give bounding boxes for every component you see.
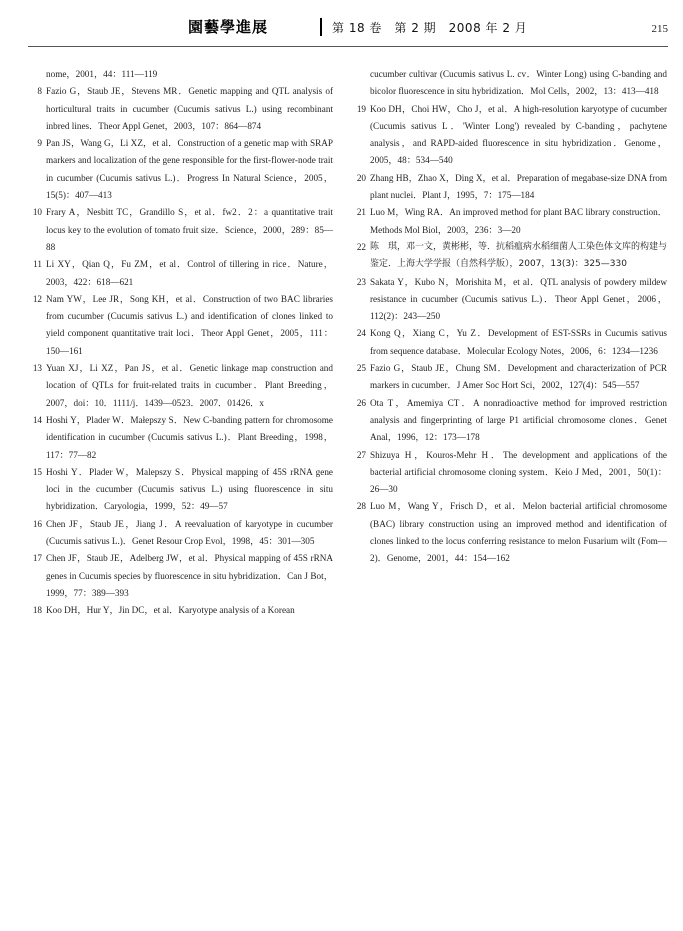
reference-text: 陈 琪，邓一文，黄彬彬，等．抗稻瘟病水稻细菌人工染色体文库的构建与鉴定．上海大学学报（自然科学版），2007，13(3)：325—330 — [370, 241, 668, 270]
reference-number: 9 — [37, 138, 42, 149]
reference-item — [28, 360, 333, 412]
reference-number: 14 — [32, 414, 42, 425]
reference-number: 24 — [356, 328, 366, 339]
reference-text: Fazio G，Staub JE，Stevens MR．Genetic mapping and QTL analysis of horticultural traits in cucumber (Cucumis sativus L.) using recombinant inbred lines．Theor Appl Genet，2003，107：864—874 — [46, 86, 333, 131]
reference-text: Li XY，Qian Q，Fu ZM，et al．Control of tillering in rice．Nature，2003，422：618—621 — [46, 259, 333, 287]
reference-text: Ota T，Amemiya CT．A nonradioactive method for improved restriction analysis and fingerprinting of large P1 artificial chromosome clones．Genet Anal，1996，12：173—178 — [370, 397, 667, 443]
reference-text: Chen JF，Staub JE，Jiang J．A reevaluation of karyotype in cucumber (Cucumis sativus L.)．Genet Resour Crop Evol，1998，45：301—305 — [46, 518, 333, 547]
reference-item — [28, 83, 333, 135]
reference-number: 10 — [32, 207, 42, 218]
reference-item — [28, 550, 333, 602]
reference-text: Chen JF，Staub JE，Adelberg JW，et al．Physical mapping of 45S rRNA genes in Cucumis species by fluorescence in situ hybridization．Can J Bot，1999，77：389—393 — [46, 553, 333, 598]
reference-text: Luo M，Wing RA．An improved method for plant BAC library construction．Methods Mol Biol，2003，236：3—20 — [370, 207, 667, 235]
reference-item — [28, 602, 333, 619]
reference-text: Zhang HB，Zhao X，Ding X，et al．Preparation of megabase-size DNA from plant nuclei．Plant J，1995，7：175—184 — [370, 172, 667, 201]
reference-number: 17 — [32, 553, 42, 564]
reference-text: Pan JS，Wang G，Li XZ，et al．Construction of a genetic map with SRAP markers and localization of the gene responsible for the first-flower-node trait in cucumber (Cucumis sativus L.)．Progress In Natural Science，2005，15(5)：407—413 — [46, 138, 333, 201]
reference-text: Shizuya H，Kouros-Mehr H．The development and applications of the bacterial artificial chromosome cloning system．Keio J Med，2001，50(1)：26—30 — [370, 449, 667, 495]
reference-text: Koo DH，Choi HW，Cho J，et al．A high-resolution karyotype of cucumber (Cucumis sativus L．'Winter Long') revealed by C-banding，pachytene analysis，and RAPD-aided fluorescence in situ hybridization．Genome，2005，48：534—540 — [370, 103, 667, 166]
reference-item — [352, 325, 667, 360]
reference-text: Sakata Y，Kubo N，Morishita M，et al．QTL analysis of powdery mildew resistance in cucumber (Cucumis sativus L.)．Theor Appl Genet，2006，112(2)：243—250 — [370, 276, 667, 322]
reference-item — [28, 412, 333, 464]
reference-text: Hoshi Y．Plader W，Malepszy S．Physical mapping of 45S rRNA gene loci in the cucumber (Cucumis sativus L.) using fluorescence in situ hybridization．Caryologia，1999，52：49—57 — [46, 466, 333, 512]
reference-number: 23 — [356, 276, 366, 287]
reference-item — [352, 447, 667, 499]
reference-number: 19 — [356, 103, 366, 114]
reference-number: 16 — [32, 518, 42, 529]
reference-number: 22 — [356, 241, 366, 252]
reference-item — [352, 274, 667, 326]
reference-item — [28, 516, 333, 551]
reference-text: Kong Q，Xiang C，Yu Z．Development of EST-SSRs in Cucumis sativus from sequence database．Molecular Ecology Notes，2006，6：1234—1236 — [370, 328, 667, 356]
reference-item — [352, 395, 667, 447]
reference-text: Koo DH，Hur Y，Jin DC，et al．Karyotype analysis of a Korean — [46, 605, 295, 616]
reference-continuation: cucumber cultivar (Cucumis sativus L. cv．Winter Long) using C-banding and bicolor fluorescence in situ hybridization．Mol Cells，2002，13：413—418 — [370, 69, 667, 97]
reference-number: 28 — [356, 501, 366, 512]
reference-text: Luo M，Wang Y，Frisch D，et al．Melon bacterial artificial chromosome (BAC) library construction using an improved method and identification of clones linked to the locus conferring resistance to melon Fusarium wilt (Fom—2)．Genome，2001，44：154—162 — [370, 501, 667, 564]
reference-number: 20 — [356, 172, 366, 183]
reference-number: 21 — [356, 207, 366, 218]
reference-item — [352, 239, 667, 274]
reference-item — [352, 498, 667, 567]
header-rule — [28, 46, 668, 47]
reference-number: 25 — [356, 363, 366, 374]
reference-number: 15 — [32, 466, 42, 477]
reference-column-right — [352, 66, 667, 568]
reference-item — [28, 135, 333, 204]
reference-column-left — [28, 66, 333, 620]
journal-logo: 園藝學進展 — [188, 18, 269, 36]
reference-item — [352, 204, 667, 239]
reference-item — [352, 170, 667, 205]
reference-number: 12 — [32, 293, 42, 304]
reference-number: 18 — [32, 605, 42, 616]
reference-number: 27 — [356, 449, 366, 460]
header-divider — [320, 18, 322, 36]
reference-number: 13 — [32, 363, 42, 374]
reference-item — [352, 360, 667, 395]
reference-text: Fazio G，Staub JE，Chung SM．Development and characterization of PCR markers in cucumber．J Amer Soc Hort Sci，2002，127(4)：545—557 — [370, 363, 667, 391]
reference-number: 11 — [33, 259, 42, 270]
issue-info: 第 18 卷 第 2 期 2008 年 2 月 — [332, 21, 528, 35]
reference-number: 8 — [37, 86, 42, 97]
reference-item — [352, 101, 667, 170]
reference-item — [28, 464, 333, 516]
reference-number: 26 — [356, 397, 366, 408]
running-header — [28, 14, 668, 42]
reference-text: Yuan XJ，Li XZ，Pan JS，et al．Genetic linkage map construction and location of QTLs for fruit-related traits in cucumber．Plant Breeding，2007，doi：10．1111/j．1439—0523．2007．01426．x — [46, 363, 333, 408]
reference-text: Frary A，Nesbitt TC，Grandillo S，et al．fw2．2：a quantitative trait locus key to the evolution of tomato fruit size．Science，2000，289：85—88 — [46, 207, 333, 252]
reference-text: Hoshi Y，Plader W．Małepszy S．New C-banding pattern for chromosome identification in cucumber (Cucumis sativus L.)．Plant Breeding，1998，117：77—82 — [46, 414, 333, 460]
reference-item — [28, 204, 333, 256]
reference-continuation: nome，2001，44：111—119 — [46, 69, 158, 79]
reference-item — [28, 256, 333, 291]
reference-item — [28, 291, 333, 360]
reference-text: Nam YW，Lee JR，Song KH，et al．Construction of two BAC libraries from cucumber (Cucumis sativus L.) and identification of clones linked to yield component quantitative trait loci．Theor Appl Genet，2005，111：150—161 — [46, 293, 333, 356]
page-number: 215 — [651, 23, 668, 35]
